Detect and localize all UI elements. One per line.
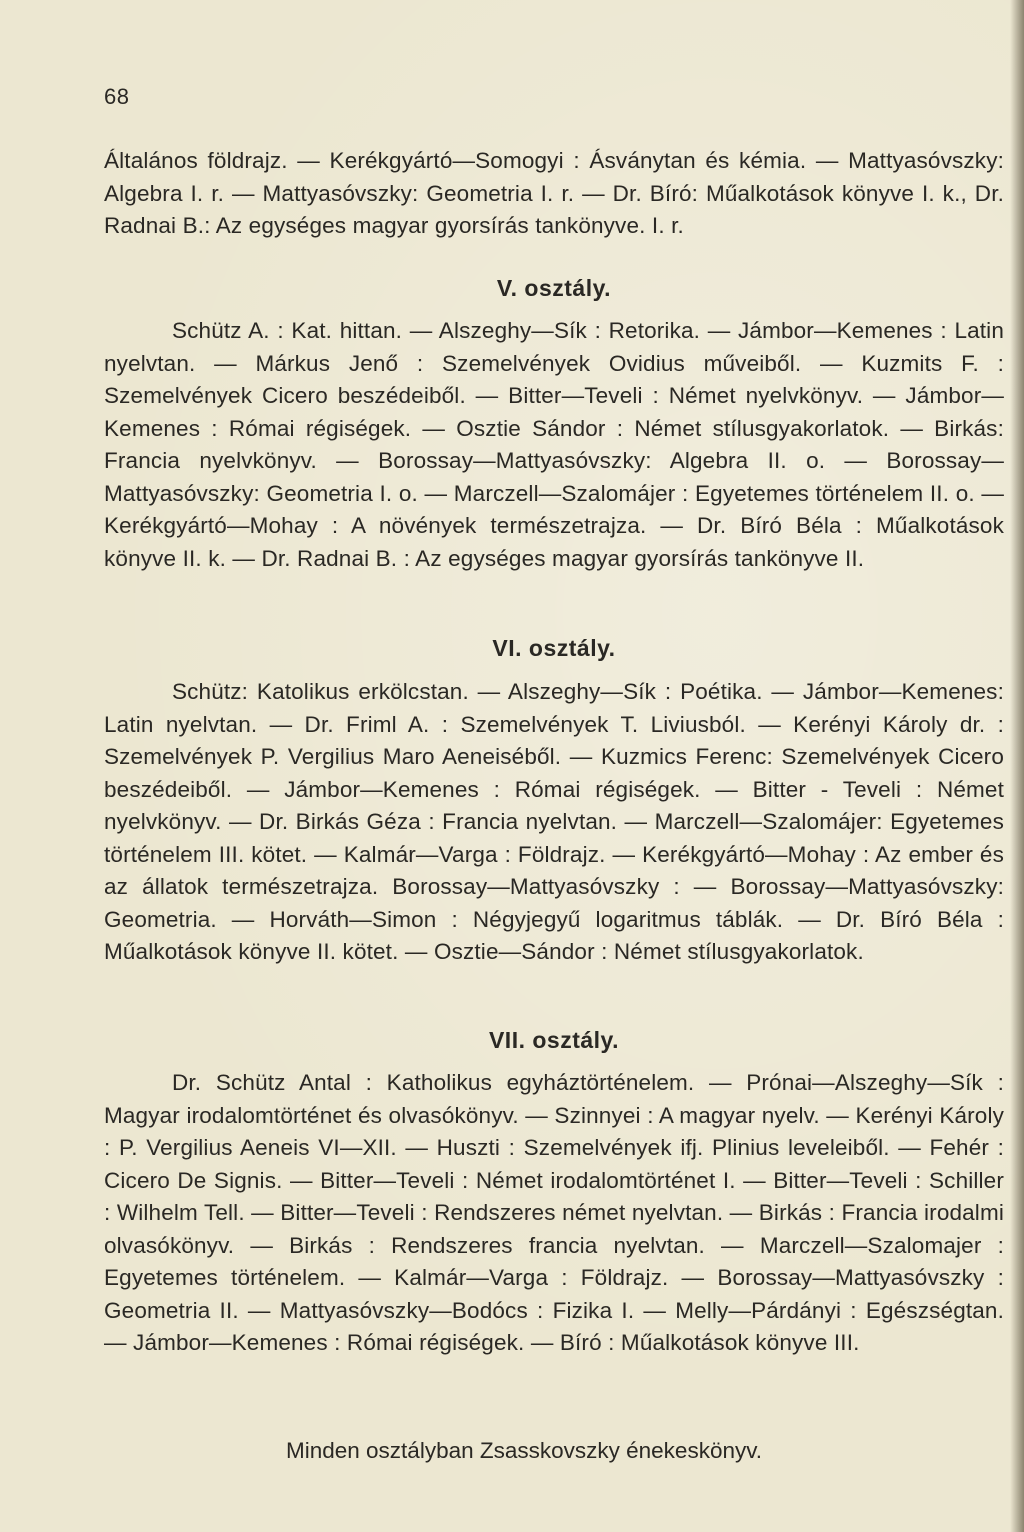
section-heading-v: V. osztály.	[496, 275, 612, 301]
intro-paragraph-block	[104, 145, 1004, 243]
section-vii-text: Dr. Schütz Antal : Katholikus egyháztörténelem. — Prónai—Alszeghy—Sík : Magyar irodalomtörténet és olvasókönyv. — Szinnyei : A magyar nyelv. — Kerényi Károly : P. Vergilius Aeneis VI—XII. — Huszti : Szemelvények ifj. Plinius leveleiből. — Fehér : Cicero De Signis. — Bitter—Teveli : Német irodalomtörténet I. — Bitter—Teveli : Schiller : Wilhelm Tell. — Bitter—Teveli : Rendszeres német nyelvtan. — Birkás : Francia irodalmi olvasókönyv. — Birkás : Rendszeres francia nyelvtan. — Marczell—Szalomajer : Egyetemes történelem. — Kalmár—Varga : Földrajz. — Borossay—Mattyasóvszky : Geometria II. — Mattyasóvszky—Bodócs : Fizika I. — Melly—Párdányi : Egészségtan. — Jámbor—Kemenes : Római régiségek. — Bíró : Műalkotások könyve III.	[104, 1070, 1004, 1355]
intro-paragraph: Általános földrajz. — Kerékgyártó—Somogyi : Ásványtan és kémia. — Mattyasóvszky: Algebra I. r. — Mattyasóvszky: Geometria I. r. — Dr. Bíró: Műalkotások könyve I. k., Dr. Radnai B.: Az egységes magyar gyorsírás tankönyve. I. r.	[104, 148, 1004, 238]
page-edge-shadow	[1010, 0, 1024, 1532]
section-vi-text: Schütz: Katolikus erkölcstan. — Alszeghy—Sík : Poétika. — Jámbor—Kemenes: Latin nyelvtan. — Dr. Friml A. : Szemelvények T. Liviusból. — Kerényi Károly dr. : Szemelvények P. Vergilius Maro Aeneiséből. — Kuzmics Ferenc: Szemelvények Cicero beszédeiből. — Jámbor—Kemenes : Római régiségek. — Bitter - Teveli : Német nyelvkönyv. — Dr. Birkás Géza : Francia nyelvtan. — Marczell—Szalomájer: Egyetemes történelem III. kötet. — Kalmár—Varga : Földrajz. — Kerékgyártó—Mohay : Az ember és az állatok természetrajza. Borossay—Mattyasóvszky : — Borossay—Mattyasóvszky: Geometria. — Horváth—Simon : Négyjegyű logaritmus táblák. — Dr. Bíró Béla : Műalkotások könyve II. kötet. — Osztie—Sándor : Német stílusgyakorlatok.	[104, 679, 1004, 964]
section-v-block	[104, 315, 1004, 575]
section-vi-block	[104, 676, 1004, 969]
section-heading-vii: VII. osztály.	[488, 1027, 620, 1053]
section-vii-block	[104, 1067, 1004, 1360]
section-heading-vi: VI. osztály.	[492, 635, 616, 661]
section-v-text: Schütz A. : Kat. hittan. — Alszeghy—Sík : Retorika. — Jámbor—Kemenes : Latin nyelvtan. — Márkus Jenő : Szemelvények Ovidius műveiből. — Kuzmits F. : Szemelvények Cicero beszédeiből. — Bitter—Teveli : Német nyelvkönyv. — Jámbor—Kemenes : Római régiségek. — Osztie Sándor : Német stílusgyakorlatok. — Birkás: Francia nyelvkönyv. — Borossay—Mattyasóvszky: Algebra II. o. — Borossay—Mattyasóvszky: Geometria I. o. — Marczell—Szalomájer : Egyetemes történelem II. o. — Kerékgyártó—Mohay : A növények természetrajza. — Dr. Bíró Béla : Műalkotások könyve II. k. — Dr. Radnai B. : Az egységes magyar gyorsírás tankönyve II.	[104, 318, 1004, 571]
page-number: 68	[104, 84, 130, 109]
closing-line: Minden osztályban Zsasskovszky énekeskönyv.	[286, 1438, 763, 1463]
